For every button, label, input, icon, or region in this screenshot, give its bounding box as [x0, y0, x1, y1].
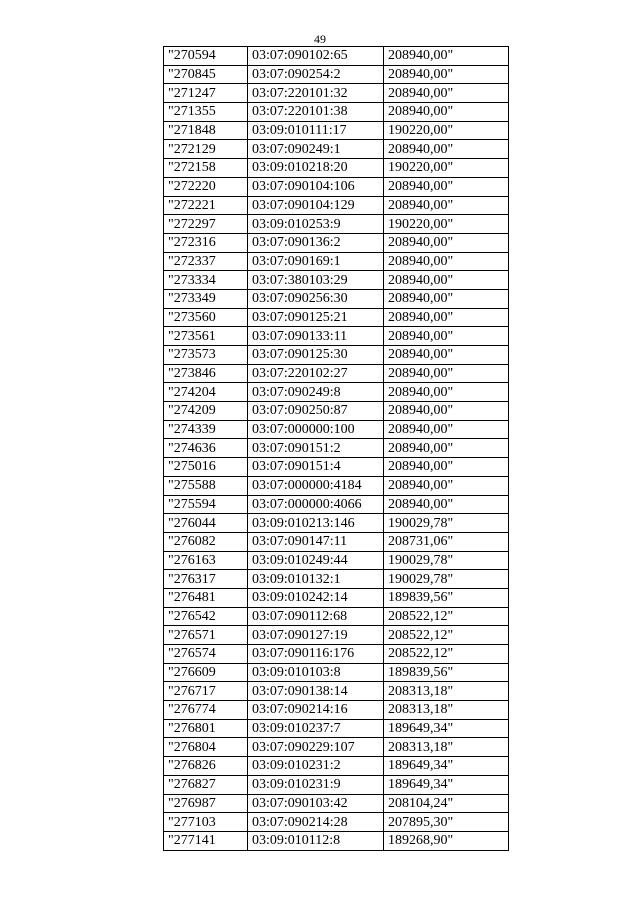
table-row: [164, 532, 509, 551]
cadastral-number-cell: 03:07:090214:16: [248, 701, 384, 720]
record-id-cell: "272297: [164, 215, 248, 234]
value-cell: 208940,00": [384, 364, 509, 383]
record-id-cell: "274339: [164, 420, 248, 439]
value-cell: 208940,00": [384, 346, 509, 365]
table-row: [164, 738, 509, 757]
table-row: [164, 196, 509, 215]
table-row: [164, 420, 509, 439]
table-row: [164, 159, 509, 178]
cadastral-number-cell: 03:09:010237:7: [248, 719, 384, 738]
record-id-cell: "276827: [164, 775, 248, 794]
cadastral-number-cell: 03:07:090127:19: [248, 626, 384, 645]
table-row: [164, 682, 509, 701]
value-cell: 190220,00": [384, 159, 509, 178]
value-cell: 208940,00": [384, 103, 509, 122]
record-id-cell: "276574: [164, 645, 248, 664]
value-cell: 189649,34": [384, 719, 509, 738]
table-row: [164, 233, 509, 252]
value-cell: 208940,00": [384, 327, 509, 346]
table-row: [164, 383, 509, 402]
table-row: [164, 47, 509, 66]
cadastral-number-cell: 03:09:010218:20: [248, 159, 384, 178]
record-id-cell: "273561: [164, 327, 248, 346]
cadastral-number-cell: 03:07:000000:4184: [248, 476, 384, 495]
value-cell: 190220,00": [384, 121, 509, 140]
record-id-cell: "276804: [164, 738, 248, 757]
cadastral-number-cell: 03:07:090125:21: [248, 308, 384, 327]
record-id-cell: "273573: [164, 346, 248, 365]
value-cell: 190220,00": [384, 215, 509, 234]
value-cell: 208522,12": [384, 626, 509, 645]
table-row: [164, 570, 509, 589]
table-row: [164, 402, 509, 421]
value-cell: 208313,18": [384, 701, 509, 720]
table-row: [164, 626, 509, 645]
value-cell: 208940,00": [384, 271, 509, 290]
record-id-cell: "276987: [164, 794, 248, 813]
record-id-cell: "276044: [164, 514, 248, 533]
record-id-cell: "276317: [164, 570, 248, 589]
record-id-cell: "276717: [164, 682, 248, 701]
cadastral-number-cell: 03:07:000000:100: [248, 420, 384, 439]
table-row: [164, 588, 509, 607]
record-id-cell: "270594: [164, 47, 248, 66]
value-cell: 208522,12": [384, 645, 509, 664]
table-row: [164, 813, 509, 832]
value-cell: 190029,78": [384, 514, 509, 533]
value-cell: 208104,24": [384, 794, 509, 813]
cadastral-number-cell: 03:07:090151:2: [248, 439, 384, 458]
cadastral-number-cell: 03:07:090103:42: [248, 794, 384, 813]
table-row: [164, 476, 509, 495]
value-cell: 208731,06": [384, 532, 509, 551]
value-cell: 208522,12": [384, 607, 509, 626]
value-cell: 189649,34": [384, 757, 509, 776]
record-id-cell: "272220: [164, 177, 248, 196]
record-id-cell: "276481: [164, 588, 248, 607]
cadastral-number-cell: 03:07:000000:4066: [248, 495, 384, 514]
table-row: [164, 364, 509, 383]
value-cell: 208940,00": [384, 196, 509, 215]
table-row: [164, 757, 509, 776]
cadastral-number-cell: 03:07:090138:14: [248, 682, 384, 701]
cadastral-number-cell: 03:09:010112:8: [248, 831, 384, 850]
value-cell: 189649,34": [384, 775, 509, 794]
value-cell: 189839,56": [384, 663, 509, 682]
record-id-cell: "274209: [164, 402, 248, 421]
cadastral-number-cell: 03:07:090169:1: [248, 252, 384, 271]
value-cell: 208940,00": [384, 140, 509, 159]
record-id-cell: "271848: [164, 121, 248, 140]
cadastral-number-cell: 03:07:220101:32: [248, 84, 384, 103]
table-row: [164, 177, 509, 196]
table-row: [164, 289, 509, 308]
table-row: [164, 140, 509, 159]
value-cell: 208940,00": [384, 383, 509, 402]
table-row: [164, 439, 509, 458]
cadastral-number-cell: 03:07:090249:8: [248, 383, 384, 402]
value-cell: 208940,00": [384, 252, 509, 271]
table-row: [164, 831, 509, 850]
value-cell: 208940,00": [384, 308, 509, 327]
cadastral-number-cell: 03:07:090136:2: [248, 233, 384, 252]
record-id-cell: "272158: [164, 159, 248, 178]
cadastral-number-cell: 03:09:010253:9: [248, 215, 384, 234]
value-cell: 189268,90": [384, 831, 509, 850]
cadastral-number-cell: 03:07:090229:107: [248, 738, 384, 757]
record-id-cell: "276542: [164, 607, 248, 626]
table-body: [164, 47, 509, 851]
record-id-cell: "276571: [164, 626, 248, 645]
record-id-cell: "277103: [164, 813, 248, 832]
cadastral-number-cell: 03:09:010231:2: [248, 757, 384, 776]
value-cell: 208940,00": [384, 47, 509, 66]
cadastral-number-cell: 03:07:090147:11: [248, 532, 384, 551]
table-row: [164, 663, 509, 682]
cadastral-number-cell: 03:07:090254:2: [248, 65, 384, 84]
record-id-cell: "272316: [164, 233, 248, 252]
value-cell: 190029,78": [384, 570, 509, 589]
page-number: 49: [314, 32, 326, 46]
cadastral-number-cell: 03:09:010231:9: [248, 775, 384, 794]
table-row: [164, 645, 509, 664]
cadastral-number-cell: 03:09:010132:1: [248, 570, 384, 589]
cadastral-number-cell: 03:09:010111:17: [248, 121, 384, 140]
cadastral-number-cell: 03:07:090116:176: [248, 645, 384, 664]
value-cell: 208940,00": [384, 65, 509, 84]
table-row: [164, 215, 509, 234]
record-id-cell: "273560: [164, 308, 248, 327]
value-cell: 208313,18": [384, 738, 509, 757]
cadastral-number-cell: 03:09:010242:14: [248, 588, 384, 607]
cadastral-number-cell: 03:07:090125:30: [248, 346, 384, 365]
record-id-cell: "276774: [164, 701, 248, 720]
table-row: [164, 701, 509, 720]
value-cell: 208940,00": [384, 495, 509, 514]
record-id-cell: "274636: [164, 439, 248, 458]
cadastral-number-cell: 03:07:090102:65: [248, 47, 384, 66]
table-row: [164, 252, 509, 271]
value-cell: 208940,00": [384, 420, 509, 439]
cadastral-number-cell: 03:07:090104:106: [248, 177, 384, 196]
value-cell: 208940,00": [384, 458, 509, 477]
value-cell: 208940,00": [384, 177, 509, 196]
record-id-cell: "272221: [164, 196, 248, 215]
record-id-cell: "273349: [164, 289, 248, 308]
cadastral-number-cell: 03:07:380103:29: [248, 271, 384, 290]
table-row: [164, 719, 509, 738]
table-row: [164, 121, 509, 140]
record-id-cell: "276163: [164, 551, 248, 570]
value-cell: 207895,30": [384, 813, 509, 832]
record-id-cell: "272337: [164, 252, 248, 271]
value-cell: 190029,78": [384, 551, 509, 570]
record-id-cell: "276801: [164, 719, 248, 738]
cadastral-number-cell: 03:07:090133:11: [248, 327, 384, 346]
value-cell: 208313,18": [384, 682, 509, 701]
record-id-cell: "270845: [164, 65, 248, 84]
value-cell: 208940,00": [384, 476, 509, 495]
table-row: [164, 346, 509, 365]
value-cell: 208940,00": [384, 84, 509, 103]
table-row: [164, 65, 509, 84]
record-id-cell: "276609: [164, 663, 248, 682]
cadastral-number-cell: 03:07:090250:87: [248, 402, 384, 421]
record-id-cell: "276826: [164, 757, 248, 776]
value-cell: 189839,56": [384, 588, 509, 607]
value-cell: 208940,00": [384, 402, 509, 421]
table-row: [164, 794, 509, 813]
value-cell: 208940,00": [384, 289, 509, 308]
value-cell: 208940,00": [384, 233, 509, 252]
cadastral-number-cell: 03:07:090151:4: [248, 458, 384, 477]
record-id-cell: "276082: [164, 532, 248, 551]
table-row: [164, 775, 509, 794]
data-table: [163, 46, 509, 851]
cadastral-number-cell: 03:07:220102:27: [248, 364, 384, 383]
record-id-cell: "274204: [164, 383, 248, 402]
table-row: [164, 607, 509, 626]
cadastral-number-cell: 03:09:010249:44: [248, 551, 384, 570]
record-id-cell: "271355: [164, 103, 248, 122]
cadastral-number-cell: 03:07:090249:1: [248, 140, 384, 159]
table-row: [164, 327, 509, 346]
cadastral-number-cell: 03:07:090256:30: [248, 289, 384, 308]
record-id-cell: "275588: [164, 476, 248, 495]
table-row: [164, 514, 509, 533]
cadastral-number-cell: 03:07:220101:38: [248, 103, 384, 122]
record-id-cell: "272129: [164, 140, 248, 159]
cadastral-number-cell: 03:07:090112:68: [248, 607, 384, 626]
record-id-cell: "271247: [164, 84, 248, 103]
table-row: [164, 271, 509, 290]
table-row: [164, 495, 509, 514]
table-row: [164, 551, 509, 570]
cadastral-number-cell: 03:07:090214:28: [248, 813, 384, 832]
record-id-cell: "277141: [164, 831, 248, 850]
record-id-cell: "275594: [164, 495, 248, 514]
record-id-cell: "275016: [164, 458, 248, 477]
record-id-cell: "273334: [164, 271, 248, 290]
table-row: [164, 308, 509, 327]
record-id-cell: "273846: [164, 364, 248, 383]
value-cell: 208940,00": [384, 439, 509, 458]
cadastral-number-cell: 03:07:090104:129: [248, 196, 384, 215]
table-row: [164, 103, 509, 122]
table-row: [164, 458, 509, 477]
cadastral-number-cell: 03:09:010103:8: [248, 663, 384, 682]
table-row: [164, 84, 509, 103]
cadastral-number-cell: 03:09:010213:146: [248, 514, 384, 533]
